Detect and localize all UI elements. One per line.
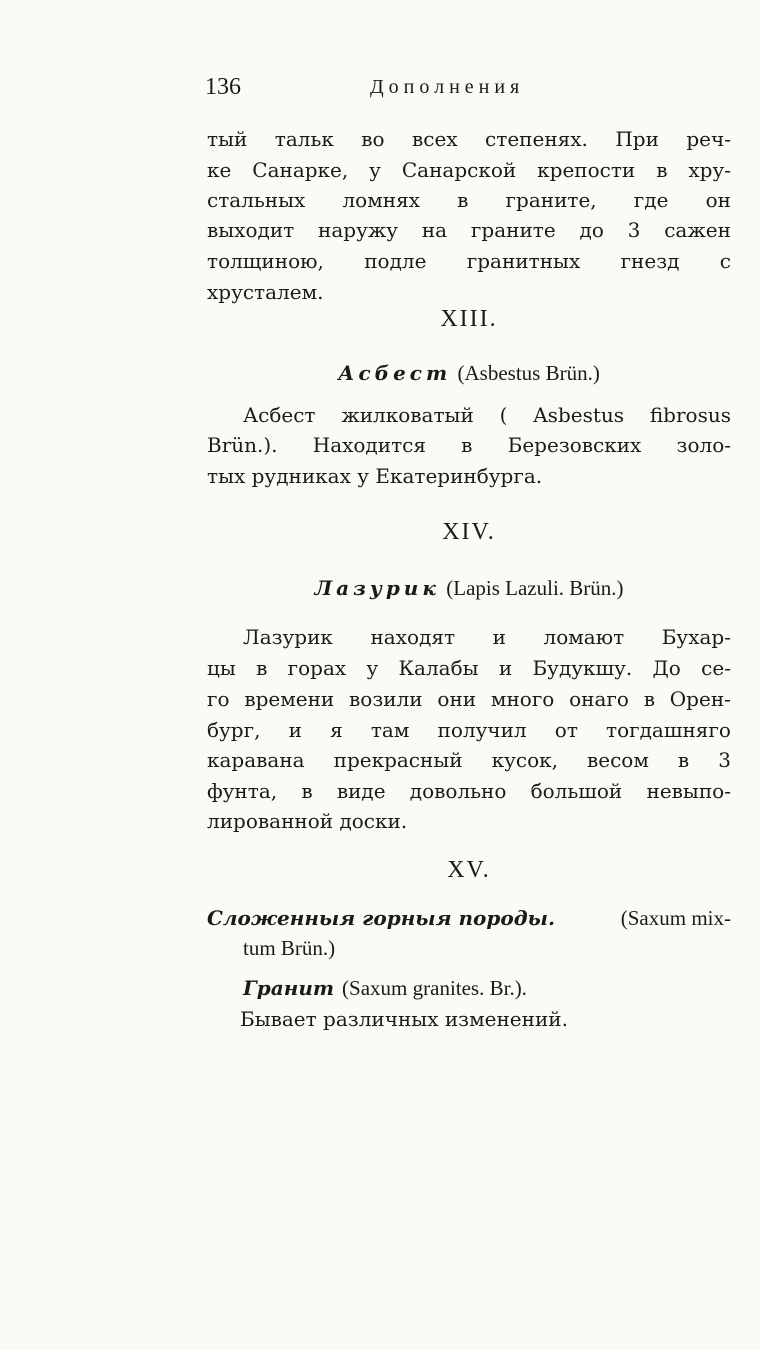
text-line: Бывает различных изменений. [240,1007,568,1031]
text-line: хрусталем. [207,280,324,304]
text-line: цы в горах у Калабы и Будукшу. До се- [207,656,731,680]
page-number: 136 [205,74,241,100]
text-line: бург, и я там получил от тогдашняго [207,718,731,742]
subsection-title-ru: Гранит [243,976,335,1000]
section-title-latin: (Lapis Lazuli. Brün.) [446,576,624,600]
running-title: Дополнения [370,76,525,98]
running-header [205,74,585,104]
text-line: фунта, в виде довольно большой невыпо- [207,779,731,803]
section-title [207,576,731,601]
text-line: выходит наружу на граните до 3 сажен [207,218,731,242]
section-title-ru: Лазурик [314,576,440,600]
section-title-latin: (Saxum mix- [620,906,731,930]
text-line: каравана прекрасный кусок, весом в 3 [207,748,731,772]
section-title-latin: tum Brün.) [243,936,336,960]
text-line: Асбест жилковатый ( Asbestus fibrosus [243,403,731,427]
text-line: стальных ломнях в граните, где он [207,188,731,212]
section-title [207,903,731,933]
text-line: тых рудниках у Екатеринбурга. [207,464,543,488]
section-numeral: XV. [447,857,491,883]
section-numeral: XIV. [442,519,496,545]
subsection-title-latin: (Saxum granites. Br.). [342,976,527,1000]
section-title-latin: (Asbestus Brün.) [457,361,600,385]
text-line: лированной доски. [207,809,408,833]
section-numeral: XIII. [440,306,498,332]
text-line: тый тальк во всех степенях. При реч- [207,127,731,151]
text-line: Лазурик находят и ломают Бухар- [243,625,731,649]
section-title [207,361,731,386]
text-line: ке Санарке, у Санарской крепости в хру- [207,158,731,182]
section-title-ru: Асбест [338,361,452,385]
subsection-title [243,973,731,1003]
text-line: го времени возили они много онаго в Орен- [207,687,731,711]
section-title-latin-cont [243,933,731,963]
section-title-ru: Сложенныя горныя породы. [207,906,555,930]
text-line: толщиною, подле гранитных гнезд с [207,249,731,273]
text-line: Brün.). Находится в Березовских золо- [207,433,731,457]
